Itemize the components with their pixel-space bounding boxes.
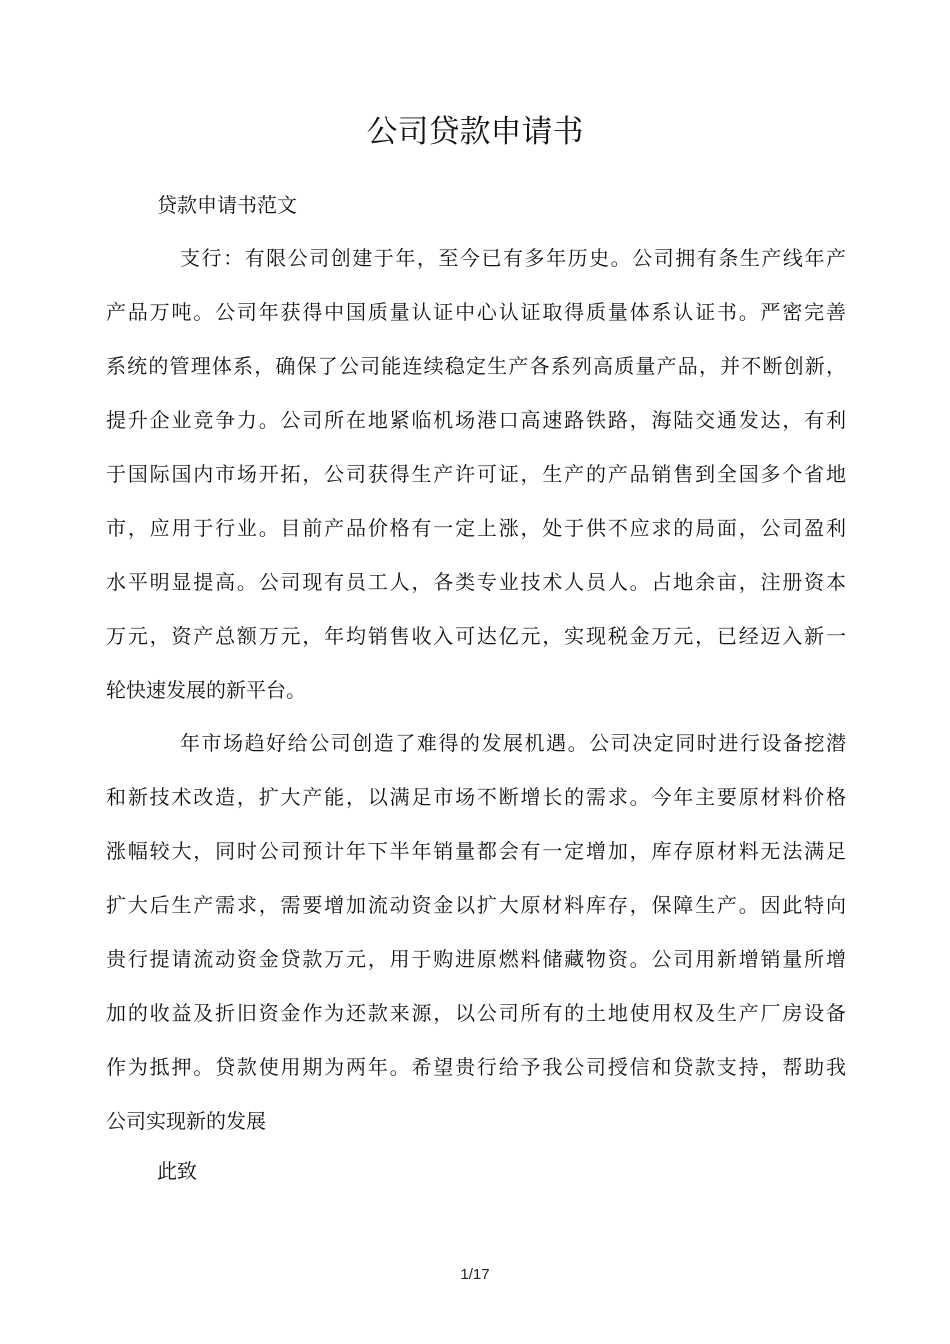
page-number: 1/17 — [460, 1266, 490, 1283]
closing-salutation: 此致 — [157, 1159, 197, 1183]
paragraph-line: 市，应用于行业。目前产品价格有一定上涨，处于供不应求的局面，公司盈利 — [106, 516, 846, 540]
paragraph-line: 系统的管理体系，确保了公司能连续稳定生产各系列高质量产品，并不断创新， — [106, 354, 846, 378]
paragraph-line: 产品万吨。公司年获得中国质量认证中心认证取得质量体系认证书。严密完善 — [106, 300, 846, 324]
paragraph-line: 涨幅较大，同时公司预计年下半年销量都会有一定增加，库存原材料无法满足 — [106, 839, 846, 863]
paragraph-line: 扩大后生产需求，需要增加流动资金以扩大原材料库存，保障生产。因此特向 — [106, 893, 846, 917]
paragraph-2 — [106, 716, 846, 1148]
paragraph-line: 和新技术改造，扩大产能，以满足市场不断增长的需求。今年主要原材料价格 — [106, 785, 846, 809]
paragraph-line: 年市场趋好给公司创造了难得的发展机遇。公司决定同时进行设备挖潜 — [180, 731, 846, 755]
paragraph-line: 贵行提请流动资金贷款万元，用于购进原燃料储藏物资。公司用新增销量所增 — [106, 947, 846, 971]
paragraph-1 — [106, 231, 846, 717]
paragraph-line: 水平明显提高。公司现有员工人，各类专业技术人员人。占地余亩，注册资本 — [106, 570, 846, 594]
paragraph-line: 轮快速发展的新平台。 — [106, 678, 306, 702]
paragraph-line: 支行：有限公司创建于年，至今已有多年历史。公司拥有条生产线年产 — [180, 246, 846, 270]
paragraph-line: 作为抵押。贷款使用期为两年。希望贵行给予我公司授信和贷款支持，帮助我 — [106, 1055, 846, 1079]
paragraph-line: 加的收益及折旧资金作为还款来源，以公司所有的土地使用权及生产厂房设备 — [106, 1001, 846, 1025]
paragraph-line: 公司实现新的发展 — [106, 1109, 266, 1133]
paragraph-line: 于国际国内市场开拓，公司获得生产许可证，生产的产品销售到全国多个省地 — [106, 462, 846, 486]
paragraph-line: 提升企业竞争力。公司所在地紧临机场港口高速路铁路，海陆交通发达，有利 — [106, 408, 846, 432]
document-subtitle: 贷款申请书范文 — [157, 193, 297, 217]
paragraph-line: 万元，资产总额万元，年均销售收入可达亿元，实现税金万元，已经迈入新一 — [106, 624, 846, 648]
document-title: 公司贷款申请书 — [366, 114, 584, 150]
